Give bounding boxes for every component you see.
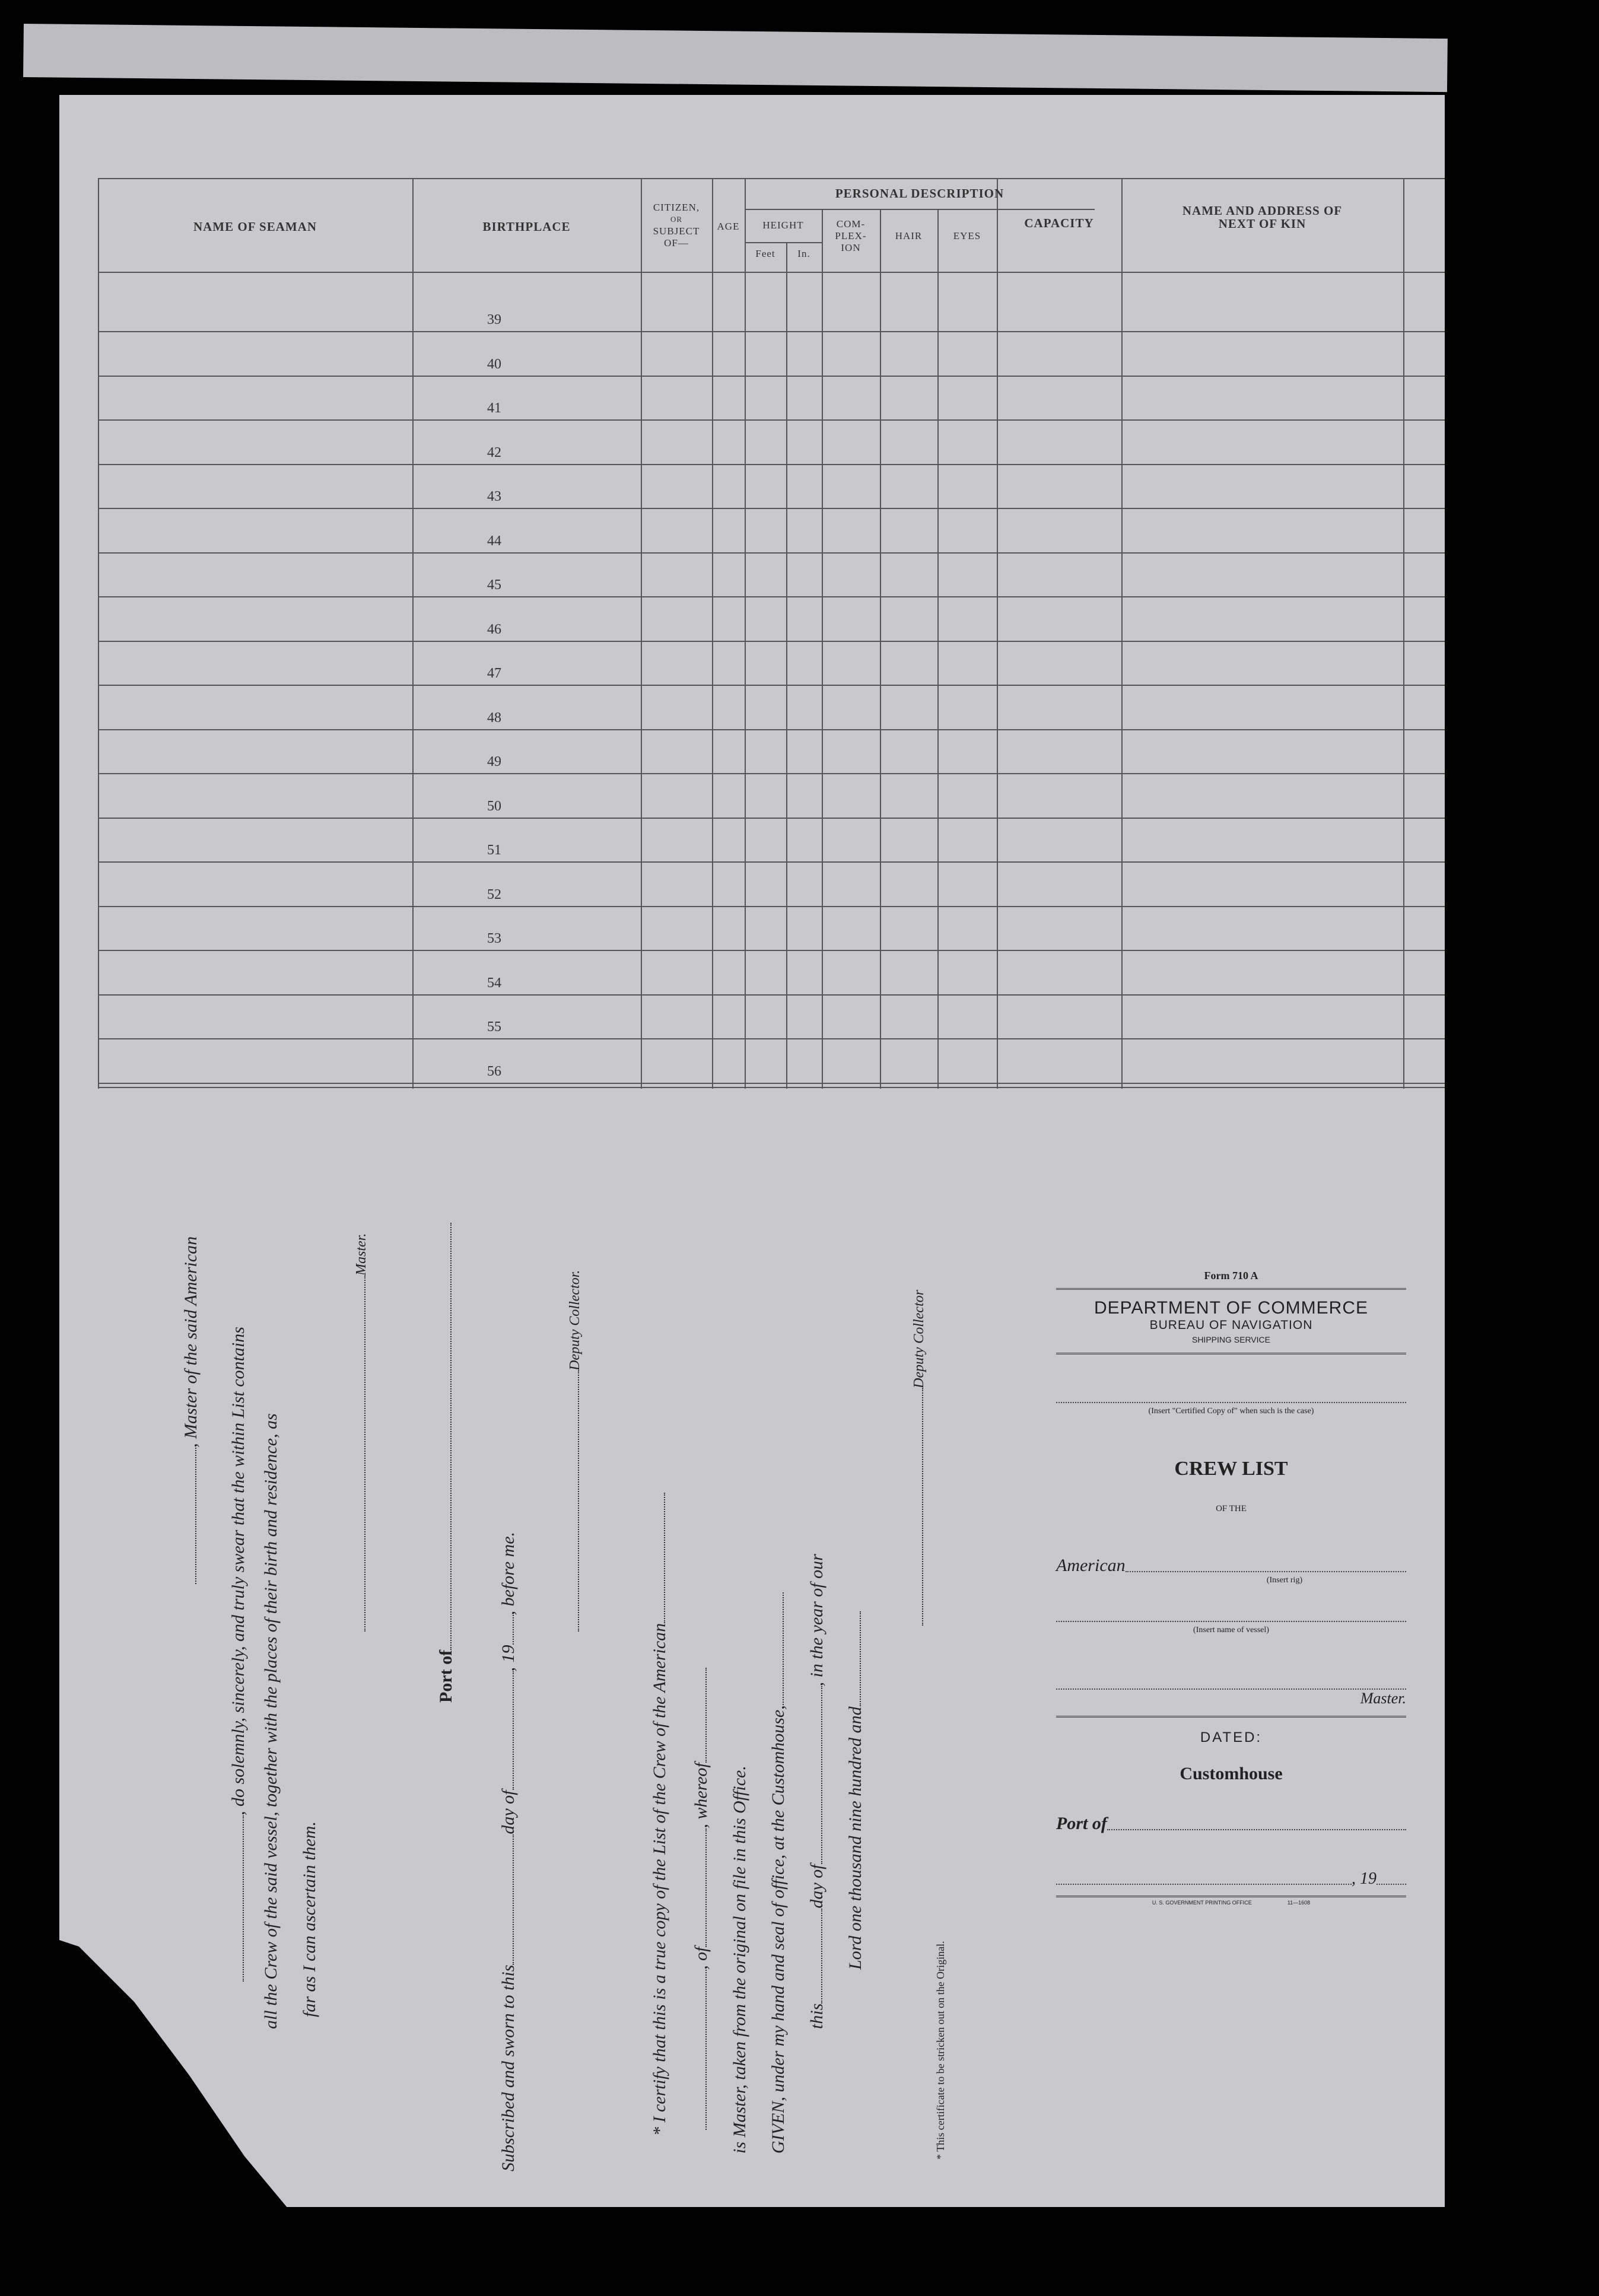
row-number: 39 <box>487 312 501 327</box>
table-row <box>98 419 1445 421</box>
header-eyes: EYES <box>953 230 981 241</box>
department: DEPARTMENT OF COMMERCE <box>1093 1298 1369 1318</box>
port-of-label: Port of <box>1056 1814 1107 1833</box>
header-inches: In. <box>797 248 810 259</box>
american-label: American <box>1056 1556 1126 1575</box>
printer-text: U. S. GOVERNMENT PRINTING OFFICE <box>1152 1900 1252 1906</box>
rig-blank <box>1126 1571 1406 1572</box>
row-number: 43 <box>487 489 501 504</box>
header-hair: HAIR <box>895 230 923 241</box>
footnote-text: * This certificate to be stricken out on the Original. <box>934 1941 946 2160</box>
customhouse-label: Customhouse <box>1180 1764 1283 1783</box>
of-whereof-line <box>691 1668 711 2130</box>
signature-blank <box>578 1370 579 1632</box>
col-divider <box>786 242 787 1089</box>
dated-label: DATED: <box>1200 1729 1263 1745</box>
row-number: 54 <box>487 975 501 991</box>
master-signature-line <box>350 1233 370 1632</box>
header-height: HEIGHT <box>762 220 804 231</box>
row-number: 56 <box>487 1063 501 1079</box>
header-next-of-kin <box>1121 204 1403 230</box>
crew-table <box>98 178 1445 1089</box>
paper-top-edge <box>23 24 1448 92</box>
header-complexion-line: COM- <box>836 218 866 230</box>
table-row <box>98 1083 1445 1084</box>
header-citizen-line: OR <box>670 215 683 224</box>
row-number: 41 <box>487 400 501 416</box>
table-row <box>98 773 1445 774</box>
header-kin-line: NEXT OF KIN <box>1218 217 1306 231</box>
date-line <box>1056 1869 1406 1888</box>
rule <box>1056 1288 1406 1290</box>
header-feet: Feet <box>755 248 775 259</box>
header-personal-description: PERSONAL DESCRIPTION <box>835 186 1004 201</box>
footnote <box>934 1941 947 2160</box>
row-number: 52 <box>487 886 501 902</box>
day-of-text: day of <box>807 1864 826 1909</box>
row-number: 46 <box>487 621 501 637</box>
of-the: OF THE <box>1216 1504 1247 1513</box>
table-row <box>98 641 1445 642</box>
blank-line <box>821 1686 822 1864</box>
of-text: , of <box>691 1947 711 1970</box>
header-citizen-line: OF— <box>664 237 689 249</box>
table-left-border <box>98 178 99 1089</box>
blank-line <box>664 1493 665 1623</box>
american-rig-line <box>1056 1556 1406 1576</box>
header-kin-line: NAME AND ADDRESS OF <box>1182 203 1343 218</box>
table-row <box>98 596 1445 597</box>
col-divider <box>641 178 642 1089</box>
port-blank <box>450 1223 452 1650</box>
col-divider <box>997 178 998 1089</box>
deputy-collector-label: Deputy Collector. <box>567 1270 583 1370</box>
row-number: 45 <box>487 577 501 593</box>
oath-line-2 <box>228 1327 249 1982</box>
table-row <box>98 508 1445 509</box>
col-divider <box>1121 178 1123 1089</box>
blank-line <box>705 1668 707 1763</box>
header-complexion-line: ION <box>841 242 861 253</box>
height-rule <box>745 242 822 243</box>
master-label: Master. <box>354 1233 369 1276</box>
oath-text: far as I can ascertain them. <box>300 1821 319 2017</box>
row-number: 49 <box>487 754 501 769</box>
deputy-collector-line <box>564 1270 584 1632</box>
table-row <box>98 464 1445 465</box>
date-blank <box>1056 1884 1352 1885</box>
insert-name-note: (Insert name of vessel) <box>1193 1626 1269 1634</box>
day-of-text: day of <box>498 1790 518 1834</box>
lord-line <box>845 1611 866 1970</box>
col-divider <box>880 209 881 1089</box>
oath-line-3 <box>261 1413 281 2029</box>
row-number: 51 <box>487 842 501 858</box>
oath-text: all the Crew of the said vessel, together with the places of their birth and residence, as <box>261 1413 281 2029</box>
table-row <box>98 861 1445 863</box>
table-row <box>98 376 1445 377</box>
rule <box>1056 1716 1406 1718</box>
row-number: 50 <box>487 798 501 814</box>
sworn-text: Subscribed and sworn to this <box>498 1964 518 2171</box>
col-divider <box>745 178 746 1089</box>
table-row <box>98 818 1445 819</box>
this-day-line <box>807 1554 827 2029</box>
service: SHIPPING SERVICE <box>1191 1335 1270 1344</box>
blank-line <box>513 1615 514 1645</box>
row-number: 44 <box>487 533 501 549</box>
table-row <box>98 729 1445 730</box>
header-citizen-line: CITIZEN, <box>653 202 700 213</box>
oath-line-4 <box>300 1821 320 2017</box>
blank-line <box>821 1909 822 2004</box>
oath-text: , do solemnly, sincerely, and truly swear that the within List contains <box>228 1327 248 1815</box>
header-citizen-line: SUBJECT <box>653 225 700 237</box>
blank-line <box>243 1815 244 1982</box>
table-row <box>98 950 1445 951</box>
row-number: 48 <box>487 710 501 726</box>
header-complexion-line: PLEX- <box>835 230 867 241</box>
signature-blank <box>922 1388 923 1626</box>
form-number: Form 710 A <box>1204 1270 1258 1281</box>
year-text: , 19 <box>498 1645 518 1672</box>
cover-panel <box>1056 1270 1406 1906</box>
certify-text: * I certify that this is a true copy of the List of the Crew of the American <box>650 1623 669 2136</box>
sworn-line <box>498 1532 519 2171</box>
personal-description-rule <box>745 209 1095 210</box>
certify-line <box>650 1493 670 2136</box>
year-blank <box>1377 1884 1406 1885</box>
table-top-rule <box>98 178 1445 179</box>
row-number: 53 <box>487 931 501 946</box>
header-birthplace: BIRTHPLACE <box>482 220 571 234</box>
port-blank <box>1107 1829 1406 1830</box>
crew-list-title: CREW LIST <box>1174 1458 1288 1480</box>
blank-line <box>783 1592 784 1705</box>
given-line <box>768 1592 789 2154</box>
oath-line-1 <box>181 1236 201 1584</box>
year-label: , 19 <box>1352 1869 1377 1888</box>
header-age: AGE <box>717 221 740 232</box>
row-number: 55 <box>487 1019 501 1035</box>
before-me-text: , before me. <box>498 1531 518 1616</box>
master-label: Master. <box>1360 1690 1406 1707</box>
table-row <box>98 994 1445 996</box>
table-row <box>98 685 1445 686</box>
blank-line <box>705 1970 707 2130</box>
lord-text: Lord one thousand nine hundred and <box>845 1706 865 1970</box>
master-name-blank <box>195 1448 196 1584</box>
given-text: GIVEN, under my hand and seal of office, at the Customhouse, <box>768 1705 788 2154</box>
blank-line <box>705 1828 707 1947</box>
deputy-collector-line-2 <box>908 1290 928 1626</box>
is-master-line <box>730 1766 750 2154</box>
port-of-line <box>1056 1814 1406 1834</box>
whereof-text: , whereof <box>691 1763 711 1828</box>
certified-copy-blank <box>1056 1402 1406 1403</box>
table-row <box>98 906 1445 907</box>
signature-blank <box>364 1276 365 1632</box>
printer-code: 11—1608 <box>1287 1900 1311 1906</box>
insert-copy-note: (Insert "Certified Copy of" when such is the case) <box>1148 1407 1314 1416</box>
table-header-rule <box>98 272 1445 273</box>
table-row <box>98 331 1445 332</box>
oath-text: , Master of the said American <box>181 1236 201 1448</box>
header-capacity: CAPACITY <box>1024 216 1094 230</box>
table-row <box>98 552 1445 554</box>
col-divider <box>937 209 939 1089</box>
blank-line <box>860 1611 861 1706</box>
row-number: 47 <box>487 666 501 681</box>
header-name-of-seaman: NAME OF SEAMAN <box>193 220 317 234</box>
insert-rig-note: (Insert rig) <box>1266 1576 1303 1585</box>
col-divider <box>822 209 823 1089</box>
rule <box>1056 1353 1406 1354</box>
vessel-name-blank <box>1056 1621 1406 1622</box>
bureau: BUREAU OF NAVIGATION <box>1149 1318 1313 1332</box>
blank-line <box>513 1834 514 1965</box>
printer-line <box>1056 1900 1406 1906</box>
blank-line <box>513 1671 514 1790</box>
table-row <box>98 1038 1445 1039</box>
in-year-text: , in the year of our <box>807 1554 826 1687</box>
port-of-line <box>436 1223 456 1703</box>
row-number: 40 <box>487 356 501 372</box>
this-text: this <box>807 2003 826 2029</box>
rule <box>1056 1896 1406 1897</box>
row-number: 42 <box>487 444 501 460</box>
col-divider <box>1403 178 1404 1089</box>
header-citizen <box>641 202 712 249</box>
is-master-text: is Master, taken from the original on file in this Office. <box>730 1766 749 2154</box>
col-divider <box>712 178 713 1089</box>
deputy-collector-label: Deputy Collector <box>911 1290 927 1388</box>
table-bottom-rule <box>98 1087 1445 1088</box>
port-of-label: Port of <box>436 1649 456 1703</box>
header-complexion <box>822 218 880 254</box>
